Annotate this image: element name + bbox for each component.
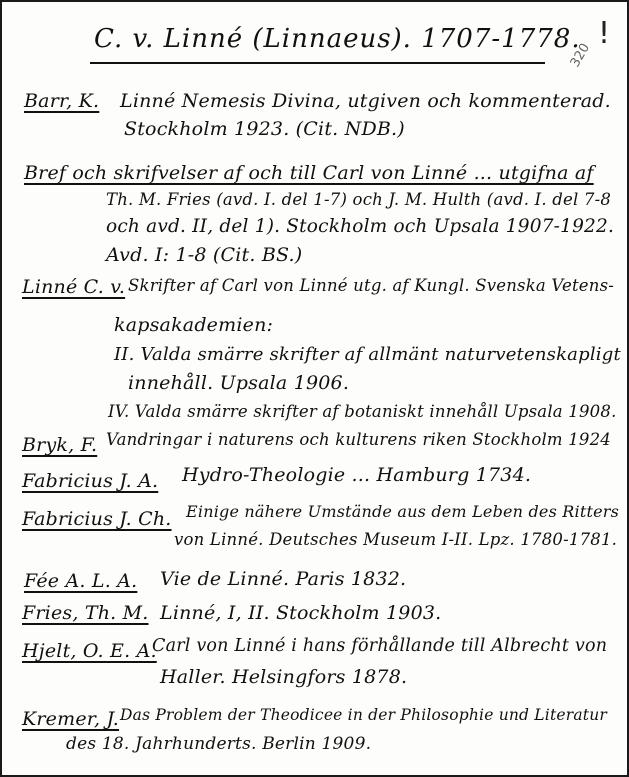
entry-author: Fabricius J. A. <box>22 470 159 492</box>
entry-author: Bref och skrifvelser af och till Carl von Linné ... utgifna af <box>24 162 594 184</box>
entry-author: Hjelt, O. E. A. <box>22 640 157 662</box>
entry-line: innehåll. Upsala 1906. <box>128 372 350 394</box>
entry-line: kapsakademien: <box>114 314 274 336</box>
entry-line: Skrifter af Carl von Linné utg. af Kungl. Svenska Vetens- <box>128 276 615 295</box>
entry-author: Fries, Th. M. <box>22 602 149 624</box>
entry-author: Linné C. v. <box>22 276 126 298</box>
entry-line: II. Valda smärre skrifter af allmänt naturvetenskapligt <box>114 344 621 365</box>
entry-author: Kremer, J. <box>22 708 120 730</box>
entry-author: Barr, K. <box>24 90 100 112</box>
entry-line: Carl von Linné i hans förhållande till Albrecht von <box>152 636 608 656</box>
entry-line: von Linné. Deutsches Museum I-II. Lpz. 1780-1781. <box>174 530 618 549</box>
entry-author: Fée A. L. A. <box>24 570 138 592</box>
entry-line: Hydro-Theologie ... Hamburg 1734. <box>182 464 532 486</box>
entry-line: Das Problem der Theodicee in der Philosophie und Literatur <box>120 706 608 724</box>
entry-line: Linné, I, II. Stockholm 1903. <box>160 602 442 624</box>
entry-author: Fabricius J. Ch. <box>22 508 172 530</box>
entry-line: Stockholm 1923. (Cit. NDB.) <box>124 118 405 140</box>
entry-line: Th. M. Fries (avd. I. del 1-7) och J. M. Hulth (avd. I. del 7-8 <box>106 190 612 209</box>
card-heading: C. v. Linné (Linnaeus). 1707-1778. <box>94 24 581 54</box>
entry-author: Bryk, F. <box>22 434 98 456</box>
entry-line: Vie de Linné. Paris 1832. <box>160 568 407 590</box>
entry-line: Vandringar i naturens och kulturens riken Stockholm 1924 <box>106 430 612 449</box>
entry-line: Haller. Helsingfors 1878. <box>160 666 408 688</box>
heading-underline <box>90 62 545 64</box>
entry-line: des 18. Jahrhunderts. Berlin 1909. <box>66 734 372 754</box>
entry-line: Avd. I: 1-8 (Cit. BS.) <box>106 244 303 266</box>
pencil-number: 320 <box>567 40 594 71</box>
entry-line: Linné Nemesis Divina, utgiven och kommenterad. <box>120 90 611 112</box>
entry-line: Einige nähere Umstände aus dem Leben des Ritters <box>186 502 620 521</box>
corner-mark: ! <box>598 16 611 51</box>
entry-line: och avd. II, del 1). Stockholm och Upsala 1907-1922. <box>106 216 615 237</box>
entry-line: IV. Valda smärre skrifter af botaniskt innehåll Upsala 1908. <box>108 402 617 421</box>
catalog-card <box>2 2 627 775</box>
